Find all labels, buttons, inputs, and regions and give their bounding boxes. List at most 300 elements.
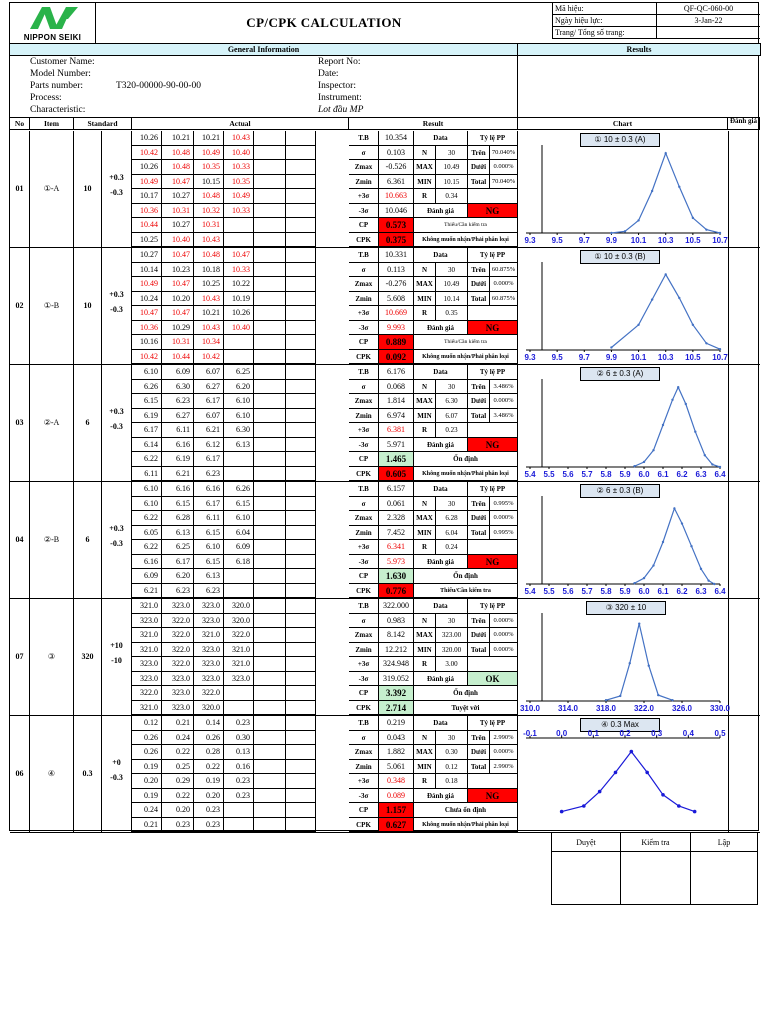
actual-value <box>286 614 316 629</box>
stat-label: CP <box>349 218 379 233</box>
col-actual: Actual <box>132 117 349 130</box>
tolerance-plus: +0 <box>112 758 121 767</box>
stat-m3-value: 5.971 <box>379 438 414 453</box>
block-tolerance <box>102 599 132 715</box>
stat-label: CPK <box>349 467 379 482</box>
actual-value <box>286 628 316 643</box>
stat-label: -3σ <box>349 438 379 453</box>
block-standard: 10 <box>74 248 102 364</box>
actual-value: 6.30 <box>224 423 254 438</box>
actual-value <box>286 335 316 350</box>
actual-value: 10.21 <box>162 131 194 146</box>
actual-value: 6.17 <box>194 452 224 467</box>
stat-label: +3σ <box>349 540 379 555</box>
cp-note: Ổn định <box>414 686 518 701</box>
data-point <box>719 466 721 468</box>
stat-zmin-value: 5.608 <box>379 292 414 307</box>
pp-below-value: 0.000% <box>490 628 518 643</box>
pp-below-value: 0.000% <box>490 511 518 526</box>
mid-r-value: 0.35 <box>436 306 468 321</box>
mid-label: MIN <box>414 292 436 307</box>
data-point <box>692 217 694 219</box>
block-no: 02 <box>10 248 30 364</box>
stat-label: σ <box>349 731 379 746</box>
actual-value: 10.47 <box>162 306 194 321</box>
stat-tb-value: 322.000 <box>379 599 414 614</box>
chart-plot <box>518 248 728 364</box>
actual-value: 10.16 <box>132 335 162 350</box>
data-point <box>637 219 639 221</box>
actual-value: 6.04 <box>224 526 254 541</box>
actual-value: 6.10 <box>132 365 162 380</box>
actual-value: 323.0 <box>132 614 162 629</box>
mid-min-value: 10.14 <box>436 292 468 307</box>
actual-value <box>224 452 254 467</box>
data-point <box>657 694 659 696</box>
pp-label: Dưới <box>468 394 490 409</box>
report-label: Report No: <box>318 57 361 67</box>
cpk-note: Không muốn nhận/Phải phân loại <box>414 818 518 833</box>
actual-value: 0.24 <box>132 803 162 818</box>
actual-value <box>286 409 316 424</box>
actual-value: 10.27 <box>162 189 194 204</box>
tolerance-plus: +0.3 <box>109 524 124 533</box>
x-tick-label: 5.8 <box>600 470 612 479</box>
pp-total-value: 2.990% <box>490 760 518 775</box>
actual-value <box>286 672 316 687</box>
stat-label: CPK <box>349 818 379 833</box>
actual-value: 10.43 <box>224 131 254 146</box>
actual-value: 10.25 <box>132 233 162 248</box>
actual-value: 6.15 <box>162 497 194 512</box>
stat-label: -3σ <box>349 321 379 336</box>
actual-value: 0.13 <box>224 745 254 760</box>
actual-value: 10.33 <box>224 160 254 175</box>
actual-value <box>286 701 316 716</box>
actual-value: 0.23 <box>224 774 254 789</box>
x-tick-label: 318.0 <box>595 704 617 713</box>
data-point <box>694 431 696 433</box>
actual-value <box>254 189 286 204</box>
actual-value <box>254 146 286 161</box>
pp-label: Tỷ lệ PP <box>468 716 518 731</box>
stat-label: σ <box>349 146 379 161</box>
actual-value: 6.26 <box>224 482 254 497</box>
data-point <box>643 577 645 579</box>
data-label: Data <box>414 365 468 380</box>
actual-value: 6.13 <box>224 438 254 453</box>
x-tick-label: 330.0 <box>709 704 731 713</box>
actual-value <box>286 175 316 190</box>
actual-value: 323.0 <box>194 599 224 614</box>
stat-label: +3σ <box>349 189 379 204</box>
actual-value: 0.22 <box>162 789 194 804</box>
actual-value <box>254 657 286 672</box>
stat-cpk-value: 2.714 <box>379 701 414 716</box>
actual-value <box>286 526 316 541</box>
stat-label: CPK <box>349 701 379 716</box>
actual-value <box>286 686 316 701</box>
stat-zmax-value: 1.882 <box>379 745 414 760</box>
cp-note: Thiếu/Cần kiểm tra <box>414 335 518 350</box>
actual-value: 10.23 <box>162 263 194 278</box>
data-point <box>638 623 640 625</box>
pp-below-value: 0.000% <box>490 277 518 292</box>
data-point <box>719 232 721 234</box>
pp-label: Dưới <box>468 511 490 526</box>
actual-value: 10.49 <box>194 146 224 161</box>
data-point <box>560 810 564 814</box>
actual-value: 0.24 <box>162 731 194 746</box>
pp-label: Trên <box>468 263 490 278</box>
stat-cp-value: 0.573 <box>379 218 414 233</box>
stat-cp-value: 0.889 <box>379 335 414 350</box>
x-tick-label: 9.3 <box>524 353 536 362</box>
x-tick-label: 5.8 <box>600 587 612 596</box>
pp-label: Total <box>468 760 490 775</box>
stat-label: T.B <box>349 716 379 731</box>
actual-value <box>286 482 316 497</box>
actual-value <box>286 263 316 278</box>
actual-value: 10.17 <box>132 189 162 204</box>
actual-value: 322.0 <box>162 657 194 672</box>
actual-value: 6.23 <box>194 467 224 482</box>
actual-value <box>286 248 316 263</box>
empty-cell <box>468 540 518 555</box>
x-tick-label: 10.7 <box>712 353 728 362</box>
data-point <box>711 463 713 465</box>
stat-p3-value: 6.381 <box>379 423 414 438</box>
stat-label: +3σ <box>349 657 379 672</box>
stat-m3-value: 319.052 <box>379 672 414 687</box>
actual-value: 321.0 <box>132 628 162 643</box>
parts-label: Parts number: <box>30 81 84 91</box>
actual-value <box>286 233 316 248</box>
cp-note: Ổn định <box>414 452 518 467</box>
actual-value: 6.21 <box>132 584 162 599</box>
actual-value <box>254 321 286 336</box>
pp-total-value: 0.000% <box>490 643 518 658</box>
stat-zmax-value: 8.142 <box>379 628 414 643</box>
stat-label: -3σ <box>349 672 379 687</box>
x-tick-label: 6.1 <box>657 470 669 479</box>
actual-value: 10.40 <box>224 146 254 161</box>
chart-plot <box>518 482 728 598</box>
data-point <box>662 541 664 543</box>
stat-label: CPK <box>349 350 379 365</box>
pp-label: Dưới <box>468 628 490 643</box>
actual-value <box>286 131 316 146</box>
mid-n-value: 30 <box>436 497 468 512</box>
actual-value <box>254 131 286 146</box>
stat-label: σ <box>349 614 379 629</box>
chart-title: ② 6 ± 0.3 (A) <box>580 367 660 381</box>
data-label: Data <box>414 599 468 614</box>
data-point <box>681 522 683 524</box>
actual-value <box>254 175 286 190</box>
general-info <box>10 55 517 117</box>
doc-meta <box>552 3 760 43</box>
data-point <box>652 564 654 566</box>
pp-below-value: 0.000% <box>490 745 518 760</box>
actual-value: 6.16 <box>132 555 162 570</box>
mid-max-value: 10.49 <box>436 277 468 292</box>
actual-value: 0.12 <box>132 716 162 731</box>
actual-value <box>286 555 316 570</box>
mid-label: MIN <box>414 175 436 190</box>
actual-value: 10.31 <box>194 218 224 233</box>
mid-n-value: 30 <box>436 614 468 629</box>
x-tick-label: 9.3 <box>524 236 536 245</box>
mid-label: R <box>414 540 436 555</box>
block-item: ①-A <box>30 131 74 247</box>
cpk-sheet <box>9 2 759 831</box>
col-standard: Standard <box>74 117 132 130</box>
model-label: Model Number: <box>30 69 91 79</box>
actual-value <box>254 438 286 453</box>
actual-value: 6.10 <box>224 511 254 526</box>
actual-value: 10.33 <box>224 204 254 219</box>
stat-label: CP <box>349 452 379 467</box>
chart-title: ④ 0.3 Max <box>580 718 660 732</box>
actual-value: 6.05 <box>132 526 162 541</box>
cpk-note: Tuyệt vời <box>414 701 518 716</box>
actual-value: 10.33 <box>224 263 254 278</box>
mid-label: MIN <box>414 526 436 541</box>
data-point <box>700 568 702 570</box>
pp-label: Trên <box>468 614 490 629</box>
actual-value: 10.43 <box>194 321 224 336</box>
actual-value: 10.22 <box>224 277 254 292</box>
actual-value <box>286 394 316 409</box>
actual-value: 6.20 <box>224 380 254 395</box>
actual-value: 6.09 <box>162 365 194 380</box>
actual-value <box>254 511 286 526</box>
data-point <box>643 461 645 463</box>
actual-value: 6.07 <box>194 409 224 424</box>
data-point <box>665 273 667 275</box>
actual-value: 6.21 <box>194 423 224 438</box>
actual-value: 6.12 <box>194 438 224 453</box>
data-label: Data <box>414 482 468 497</box>
approve-signature-box[interactable] <box>551 851 621 905</box>
chart-title: ① 10 ± 0.3 (B) <box>580 250 660 264</box>
x-tick-label: 9.9 <box>605 353 617 362</box>
stat-cp-value: 3.392 <box>379 686 414 701</box>
measurement-block <box>10 599 760 716</box>
mid-r-value: 3.00 <box>436 657 468 672</box>
chart-title: ② 6 ± 0.3 (B) <box>580 484 660 498</box>
actual-value <box>286 438 316 453</box>
data-point <box>624 230 626 232</box>
actual-value: 320.0 <box>224 614 254 629</box>
actual-value: 10.34 <box>194 335 224 350</box>
data-point <box>671 399 673 401</box>
data-point <box>610 232 612 234</box>
pp-label: Trên <box>468 731 490 746</box>
stat-label: CPK <box>349 233 379 248</box>
block-item: ②-A <box>30 365 74 481</box>
actual-value: 0.20 <box>162 803 194 818</box>
x-tick-label: 0.4 <box>682 729 694 738</box>
block-tolerance <box>102 131 132 247</box>
stat-label: Zmin <box>349 643 379 658</box>
data-point <box>692 324 694 326</box>
stat-label: Zmax <box>349 394 379 409</box>
actual-value: 6.10 <box>224 394 254 409</box>
stat-p3-value: 10.663 <box>379 189 414 204</box>
data-point <box>619 695 621 697</box>
stat-m3-value: 9.993 <box>379 321 414 336</box>
mid-min-value: 6.07 <box>436 409 468 424</box>
actual-value: 10.43 <box>194 233 224 248</box>
stat-label: +3σ <box>349 306 379 321</box>
actual-value <box>254 818 286 833</box>
actual-value: 6.17 <box>162 555 194 570</box>
measurement-block <box>10 365 760 482</box>
x-tick-label: 6.4 <box>714 470 726 479</box>
actual-value: 0.22 <box>194 760 224 775</box>
actual-value <box>254 497 286 512</box>
stat-label: σ <box>349 380 379 395</box>
data-point <box>633 465 635 467</box>
actual-value: 6.18 <box>224 555 254 570</box>
chart <box>518 482 760 598</box>
pp-above-value: 3.486% <box>490 380 518 395</box>
actual-value: 0.19 <box>132 789 162 804</box>
chart-plot <box>518 365 728 481</box>
actual-value: 0.29 <box>162 774 194 789</box>
stat-tb-value: 6.157 <box>379 482 414 497</box>
mid-label: MAX <box>414 745 436 760</box>
stat-tb-value: 6.176 <box>379 365 414 380</box>
data-point <box>685 403 687 405</box>
actual-value <box>286 423 316 438</box>
actual-value <box>254 555 286 570</box>
measurement-block <box>10 482 760 599</box>
mid-n-value: 30 <box>436 146 468 161</box>
pp-label: Tỷ lệ PP <box>468 131 518 146</box>
meta-value: QF-QC-060-00 <box>656 3 760 15</box>
pp-label: Tỷ lệ PP <box>468 599 518 614</box>
stat-sigma-value: 0.043 <box>379 731 414 746</box>
actual-value <box>254 365 286 380</box>
actual-value <box>254 277 286 292</box>
data-point <box>704 454 706 456</box>
actual-value <box>286 657 316 672</box>
chart-plot <box>518 131 728 247</box>
block-tolerance <box>102 482 132 598</box>
data-point <box>582 804 586 808</box>
actual-value <box>254 467 286 482</box>
actual-value <box>286 818 316 833</box>
distribution-line <box>611 153 720 233</box>
pp-above-value: 0.000% <box>490 614 518 629</box>
actual-value <box>254 745 286 760</box>
actual-value: 10.26 <box>132 131 162 146</box>
x-tick-label: 5.5 <box>543 587 555 596</box>
stat-cp-value: 1.157 <box>379 803 414 818</box>
actual-value <box>254 803 286 818</box>
actual-value <box>254 394 286 409</box>
actual-value: 322.0 <box>132 686 162 701</box>
meta-label: Mã hiệu: <box>552 3 656 15</box>
stat-label: σ <box>349 263 379 278</box>
data-point <box>719 348 721 350</box>
stat-label: T.B <box>349 365 379 380</box>
col-result: Result <box>349 117 518 130</box>
actual-value <box>286 160 316 175</box>
actual-value: 6.09 <box>224 540 254 555</box>
actual-value: 6.26 <box>132 380 162 395</box>
actual-value: 0.23 <box>224 716 254 731</box>
stat-label: T.B <box>349 482 379 497</box>
make-signature-box[interactable] <box>690 851 758 905</box>
mid-r-value: 0.18 <box>436 774 468 789</box>
actual-value: 6.16 <box>162 482 194 497</box>
actual-value: 6.10 <box>132 482 162 497</box>
x-tick-label: 5.9 <box>619 470 631 479</box>
distribution-line <box>562 752 695 812</box>
actual-value: 0.26 <box>194 731 224 746</box>
block-no: 03 <box>10 365 30 481</box>
check-signature-box[interactable] <box>620 851 691 905</box>
x-tick-label: 6.3 <box>695 470 707 479</box>
actual-value: 6.10 <box>132 497 162 512</box>
actual-value: 0.23 <box>162 818 194 833</box>
data-point <box>673 507 675 509</box>
actual-value <box>254 701 286 716</box>
actual-value <box>286 204 316 219</box>
stat-zmin-value: 7.452 <box>379 526 414 541</box>
tolerance-minus: -10 <box>111 656 122 665</box>
actual-value <box>254 204 286 219</box>
stat-p3-value: 6.341 <box>379 540 414 555</box>
mid-label: MAX <box>414 394 436 409</box>
actual-value: 10.15 <box>194 175 224 190</box>
actual-value <box>254 452 286 467</box>
distribution-line <box>635 508 715 584</box>
actual-value: 6.16 <box>162 438 194 453</box>
actual-value: 323.0 <box>132 657 162 672</box>
actual-value <box>254 716 286 731</box>
mid-min-value: 6.04 <box>436 526 468 541</box>
stat-sigma-value: 0.068 <box>379 380 414 395</box>
block-item: ②-B <box>30 482 74 598</box>
actual-value: 10.48 <box>162 146 194 161</box>
stat-cp-value: 1.630 <box>379 569 414 584</box>
pp-above-value: 2.990% <box>490 731 518 746</box>
stat-label: CP <box>349 335 379 350</box>
stat-zmin-value: 5.061 <box>379 760 414 775</box>
block-standard: 6 <box>74 365 102 481</box>
actual-value: 10.14 <box>132 263 162 278</box>
mid-label: MAX <box>414 277 436 292</box>
actual-value: 321.0 <box>132 599 162 614</box>
mid-label: N <box>414 380 436 395</box>
mid-label: R <box>414 774 436 789</box>
actual-value: 323.0 <box>162 686 194 701</box>
stat-label: +3σ <box>349 423 379 438</box>
x-tick-label: 9.7 <box>578 236 590 245</box>
actual-value: 0.25 <box>162 760 194 775</box>
stat-sigma-value: 0.113 <box>379 263 414 278</box>
chart <box>518 248 760 364</box>
tolerance-plus: +0.3 <box>109 407 124 416</box>
actual-value <box>254 584 286 599</box>
actual-value: 6.15 <box>132 394 162 409</box>
actual-value <box>254 789 286 804</box>
